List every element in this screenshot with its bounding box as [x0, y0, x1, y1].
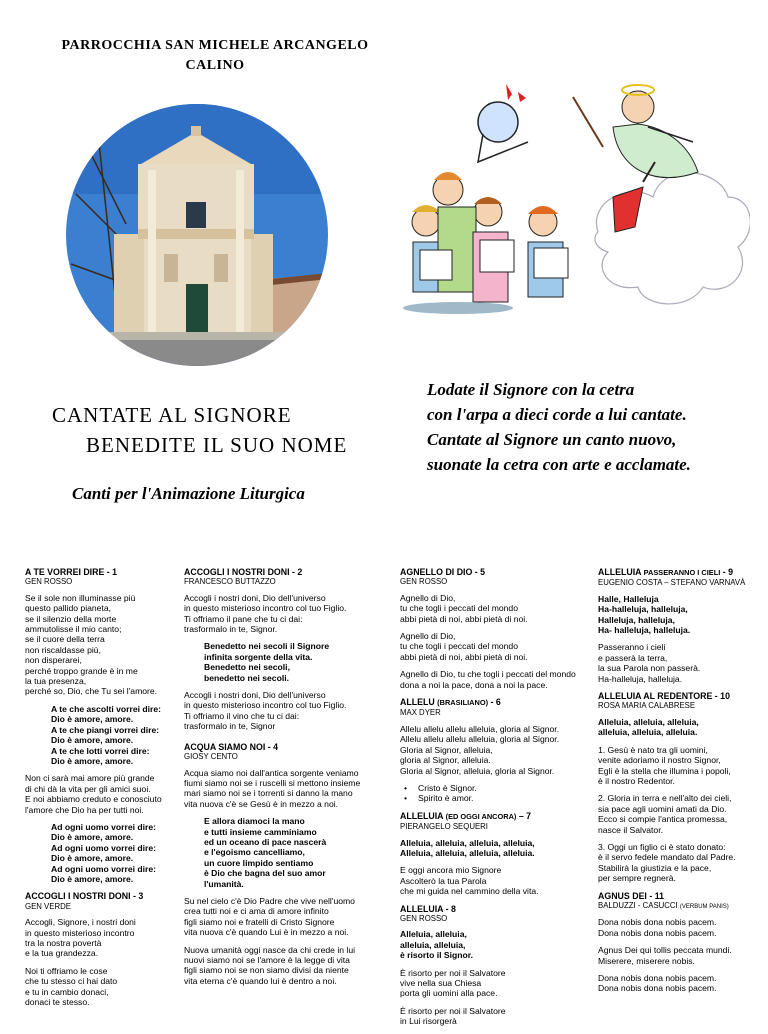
lyric-line: Agnello di Dio, tu che togli i peccati del mondo [400, 669, 576, 680]
lyric-line: Dio è amore, amore. [51, 714, 134, 725]
song-verse [25, 966, 175, 1008]
lyric-line: la sua Parola non passerà. [598, 663, 701, 674]
song-refrain [598, 717, 763, 738]
lyric-line: A te che piangi vorrei dire: [51, 724, 160, 735]
lyric-line: non riscaldasse più, [25, 644, 101, 655]
lyric-line: Noi ti offriamo le cose [25, 965, 108, 976]
lyric-line: Dio è amore, amore. [51, 735, 134, 746]
lyric-line: Ad ogni uomo vorrei dire: [51, 842, 157, 853]
lyric-line: Ti offriamo il pane che tu ci dai: [184, 613, 303, 624]
lyric-line: benedetto nei secoli. [204, 672, 290, 683]
lyric-line: Gloria al Signor, alleluia, [400, 744, 493, 755]
lyric-line: la tua presenza, [25, 676, 87, 687]
song-title: AGNUS DEI - 11 [598, 890, 664, 901]
lyric-line: ammutolisse il mio canto; [25, 624, 122, 635]
lyric-line: vita eterna c'è quando lui è dentro a noi. [184, 975, 337, 986]
lyric-line: Se il sole non illuminasse più [25, 592, 136, 603]
lyric-line: questo pallido pianeta, [25, 603, 112, 614]
lyric-line: è Dio che bagna del suo amor [204, 868, 326, 879]
lyric-line: Ha-halleluja, halleluja, [598, 604, 688, 615]
lyric-line: Dio è amore, amore. [51, 755, 134, 766]
psalm-quote [427, 377, 691, 477]
lyric-line: Dona nobis dona nobis pacem. [598, 927, 717, 938]
song-verse [184, 896, 384, 938]
song-verse [184, 768, 384, 810]
lyric-line: infinita sorgente della vita. [204, 651, 313, 662]
song-title: ACCOGLI I NOSTRI DONI - 3 [25, 891, 144, 902]
songs-column-2 [184, 567, 384, 993]
lyric-line: un cuore limpido sentiamo [204, 857, 314, 868]
lyric-line: abbi pietà di noi, abbi pietà di noi. [400, 651, 528, 662]
song-title: ALLELU (BRASILIANO) - 6 [400, 697, 501, 708]
lyric-line: abbi pietà di noi, abbi pietà di noi. [400, 613, 528, 624]
song-refrain [598, 594, 763, 636]
song-verse [184, 593, 384, 635]
lyric-line: Egli è la stella che illumina i popoli, [598, 765, 731, 776]
lyric-line: Nuova umanità oggi nasce da chi crede in lui [184, 944, 356, 955]
lyric-line: Benedetto nei secoli, [204, 662, 290, 673]
lyric-line: gloria al Signor, alleluia. [400, 755, 491, 766]
lyric-line: Ti offriamo il vino che tu ci dai: [184, 710, 300, 721]
lyric-line: 2. Gloria in terra e nell'alto dei cieli, [598, 793, 732, 804]
lyric-line: Dona nobis dona nobis pacem. [598, 983, 717, 994]
lyric-line: è risorto il Signor. [400, 950, 474, 961]
lyric-line: se il cuore della terra [25, 634, 105, 645]
lyric-line: 3. Oggi un figlio ci è stato donato: [598, 841, 726, 852]
lyric-line: Alleluia, alleluia, [400, 929, 467, 940]
lyric-line: Dio è amore, amore. [51, 853, 134, 864]
lyric-line: È risorto per noi il Salvatore [400, 1005, 506, 1016]
song-verse [25, 593, 175, 697]
song-verse [598, 642, 763, 684]
lyric-line: donaci te stesso. [25, 997, 90, 1008]
main-title-line1: CANTATE AL SIGNORE [52, 403, 292, 427]
lyric-line: Dona nobis dona nobis pacem. [598, 973, 717, 983]
song-1 [25, 567, 175, 884]
lyric-line: vita nuova c'è quando Lui è in mezzo a noi. [184, 927, 349, 938]
lyric-line: e passerà la terra, [598, 652, 668, 663]
lyric-line: Su nel cielo c'è Dio Padre che vive nell'uomo [184, 895, 355, 906]
lyric-line: Stabilirà la giustizia e la pace, [598, 862, 712, 873]
lyric-line: tra la nostra povertà [25, 938, 102, 948]
song-title: ALLELUIA AL REDENTORE - 10 [598, 691, 730, 702]
song-verse [400, 865, 595, 896]
song-7 [400, 811, 595, 897]
lyric-line: che mi guida nel cammino della vita. [400, 886, 539, 897]
song-author: ROSA MARIA CALABRESE [598, 701, 696, 711]
lyric-line: Accogli i nostri doni, Dio dell'universo [184, 592, 326, 603]
parish-town: CALINO [185, 58, 245, 73]
lyric-line: Ad ogni uomo vorrei dire: [51, 821, 157, 832]
song-11 [598, 891, 763, 994]
lyric-line: è il nostro Redentor. [598, 775, 675, 786]
song-author: FRANCESCO BUTTAZZO [184, 577, 276, 587]
lyric-line: Ha-halleluja, halleluja. [598, 673, 683, 684]
lyric-line: Gloria al Signor, alleluia, gloria al Signor. [400, 765, 555, 776]
lyric-line: non disperarei, [25, 655, 82, 666]
lyric-line: vive nella sua Chiesa [400, 978, 482, 988]
lyric-line: Dio è amore, amore. [51, 832, 134, 843]
song-verse [400, 631, 595, 662]
lyric-line: E noi abbiamo creduto e conosciuto [25, 794, 162, 805]
lyric-line: Alleluia, alleluia, alleluia, alleluia, [400, 837, 535, 848]
songs-column-1 [25, 567, 175, 1014]
lyric-line: che tu stesso ci hai dato [25, 976, 118, 987]
lyric-line: Agnello di Dio, [400, 631, 456, 642]
lyric-line: 1. Gesù è nato tra gli uomini, [598, 744, 708, 755]
subtitle: Canti per l'Animazione Liturgica [72, 484, 305, 503]
song-title: ALLELUIA (ED OGGI ANCORA) – 7 [400, 810, 532, 821]
lyric-line: fiumi siamo noi se i ruscelli si mettono insieme [184, 777, 361, 788]
lyric-line: mari siamo noi se i torrenti si danno la mano [184, 788, 353, 799]
song-title: ALLELUIA - 8 [400, 903, 456, 914]
lyric-line: perché so, Dio, che Tu sei l'amore. [25, 686, 158, 697]
psalm-line: suonate la cetra con arte e acclamate. [427, 455, 691, 474]
song-title: A TE VORREI DIRE - 1 [25, 567, 118, 577]
lyric-line: Halleluja, halleluja, [598, 614, 675, 625]
song-refrain [25, 704, 175, 766]
lyric-line: Agnello di Dio, [400, 592, 456, 603]
lyric-line: dona a noi la pace, dona a noi la pace. [400, 679, 548, 690]
lyric-line: figli siamo noi e fratelli di Cristo Signore [184, 916, 335, 927]
song-verse [400, 593, 595, 624]
parish-header [40, 36, 390, 76]
psalm-line: con l'arpa a dieci corde a lui cantate. [427, 405, 687, 424]
song-verse [400, 724, 595, 776]
lyric-line: Dio è amore, amore. [51, 873, 134, 884]
main-title-line2: BENEDITE IL SUO NOME [86, 433, 348, 457]
lyric-line: in questo misterioso incontro [25, 927, 135, 938]
lyric-line: in Lui risorgerà [400, 1016, 457, 1027]
main-title [52, 400, 347, 460]
church-photo [66, 104, 328, 366]
song-verse [184, 690, 384, 732]
song-author: GIOSY CENTO [184, 752, 238, 762]
song-refrain [400, 929, 595, 960]
song-6 [400, 697, 595, 804]
psalm-line: Lodate il Signore con la cetra [427, 380, 635, 399]
song-author: PIERANGELO SEQUERI [400, 822, 488, 832]
lyric-line: l'amore che Dio ha per tutti noi. [25, 804, 144, 815]
lyric-line: Accogli, Signore, i nostri doni [25, 917, 136, 928]
lyric-line: Non ci sarà mai amore più grande [25, 773, 155, 784]
lyric-line: se il silenzio della morte [25, 613, 117, 624]
lyric-line: e tu in cambio donaci, [25, 986, 109, 997]
lyric-line: A te che ascolti vorrei dire: [51, 703, 162, 714]
lyric-line: figli siamo noi se non siamo divisi da niente [184, 965, 349, 976]
bullet-item: • Cristo è Signor. [400, 783, 595, 793]
song-verse [25, 917, 175, 959]
lyric-line: Passeranno i cieli [598, 642, 666, 653]
song-verse [598, 945, 763, 966]
song-title: ACCOGLI I NOSTRI DONI - 2 [184, 567, 303, 577]
song-bullets [400, 783, 595, 804]
song-author: MAX DYER [400, 708, 441, 718]
lyric-line: Ascolterò la tua Parola [400, 875, 487, 886]
lyric-line: e tutti insieme camminiamo [204, 826, 317, 837]
lyric-line: Alleluia, alleluia, alleluia, alleluia. [400, 847, 535, 858]
lyric-line: vita nuova c'è se Gesù è in mezzo a noi. [184, 798, 339, 809]
song-title: ACQUA SIAMO NOI - 4 [184, 741, 278, 752]
lyric-line: porta gli uomini alla pace. [400, 988, 498, 999]
lyric-line: è il servo fedele mandato dal Padre. [598, 852, 736, 863]
songs-column-4 [598, 567, 763, 1001]
lyric-line: E oggi ancora mio Signore [400, 865, 502, 876]
song-author: GEN ROSSO [400, 913, 448, 923]
song-refrain [25, 822, 175, 884]
song-author: EUGENIO COSTA – STEFANO VARNAVÀ [598, 578, 746, 588]
lyric-line: trasformalo in te, Signor [184, 721, 276, 732]
parish-name: PARROCCHIA SAN MICHELE ARCANGELO [61, 38, 369, 53]
bullet-item: • Spirito è amor. [400, 793, 595, 803]
song-verse [25, 773, 175, 815]
psalm-line: Cantate al Signore un canto nuovo, [427, 430, 677, 449]
song-verse [598, 793, 763, 835]
song-author: GEN ROSSO [25, 577, 73, 587]
lyric-line: venite adoriamo il nostro Signor, [598, 755, 721, 766]
lyric-line: Acqua siamo noi dall'antica sorgente veniamo [184, 767, 359, 778]
lyric-line: nasce il Salvator. [598, 824, 663, 835]
song-3 [25, 891, 175, 1007]
song-title: AGNELLO DI DIO - 5 [400, 567, 486, 577]
lyric-line: tu che togli i peccati del mondo [400, 641, 518, 652]
lyric-line: Ha- halleluja, halleluja. [598, 625, 691, 636]
lyric-line: trasformalo in te, Signor. [184, 624, 278, 635]
song-2 [184, 567, 384, 732]
lyric-line: Alleluia, alleluia, alleluia, [598, 716, 699, 727]
lyric-line: in questo misterioso incontro col tuo Figlio. [184, 700, 347, 711]
song-9 [598, 567, 763, 684]
lyric-line: tu che togli i peccati del mondo [400, 603, 518, 614]
song-verse [598, 917, 763, 938]
song-author: GEN VERDE [25, 901, 71, 911]
lyric-line: ed un oceano di pace nascerà [204, 836, 327, 847]
lyric-line: alleluia, alleluia, alleluia. [598, 727, 698, 738]
song-verse [598, 842, 763, 884]
song-8 [400, 904, 595, 1027]
lyric-line: per sempre regnerà. [598, 873, 676, 884]
lyric-line: Dona nobis dona nobis pacem. [598, 917, 717, 928]
lyric-line: l'umanità. [204, 878, 244, 889]
song-verse [598, 745, 763, 787]
lyric-line: in questo misterioso incontro col tuo Figlio. [184, 603, 347, 614]
song-refrain [184, 641, 384, 683]
lyric-line: crea tutti noi e ci ama di amore infinito [184, 906, 329, 917]
song-5 [400, 567, 595, 690]
lyric-line: perché troppo grande è in me [25, 665, 138, 676]
lyric-line: E allora diamoci la mano [204, 816, 305, 827]
lyric-line: Agnus Dei qui tollis peccata mundi. [598, 945, 732, 956]
song-refrain [184, 816, 384, 889]
songs-column-3 [400, 567, 595, 1034]
lyric-line: Ad ogni uomo vorrei dire: [51, 863, 157, 874]
song-title: ALLELUIA PASSERANNO I CIELI - 9 [598, 567, 734, 577]
song-verse [184, 945, 384, 987]
lyric-line: alleluia, alleluia, [400, 939, 466, 950]
lyric-line: Allelu allelu allelu alleluia, gloria al Signor. [400, 734, 560, 745]
lyric-line: e la tua grandezza. [25, 948, 99, 959]
lyric-line: Accogli i nostri doni, Dio dell'universo [184, 690, 326, 701]
lyric-line: Miserere, miserere nobis. [598, 955, 695, 966]
song-author: BALDUZZI - CASUCCI (VERBUM PANIS) [598, 900, 729, 910]
children-choir-illustration [398, 72, 750, 322]
lyric-line: Ecco si compie l'antica promessa, [598, 814, 728, 825]
song-verse [400, 669, 595, 690]
song-refrain [400, 838, 595, 859]
lyric-line: Halle, Halleluja [598, 593, 659, 604]
song-author: GEN ROSSO [400, 577, 448, 587]
song-verse [598, 973, 763, 994]
lyric-line: Allelu allelu allelu alleluia, gloria al Signor. [400, 723, 560, 734]
lyric-line: Benedetto nei secoli il Signore [204, 641, 330, 652]
song-verse [400, 968, 595, 999]
lyric-line: sia pace agli uomini amati da Dio. [598, 803, 727, 814]
lyric-line: È risorto per noi il Salvatore [400, 967, 506, 978]
lyric-line: di chi dà la vita per gli amici suoi. [25, 783, 151, 794]
song-4 [184, 742, 384, 987]
song-10 [598, 691, 763, 884]
lyric-line: A te che lotti vorrei dire: [51, 745, 150, 756]
lyric-line: nuovi siamo noi se l'amore è la legge di vita [184, 955, 350, 965]
lyric-line: e l'egoismo cancelliamo, [204, 847, 305, 858]
